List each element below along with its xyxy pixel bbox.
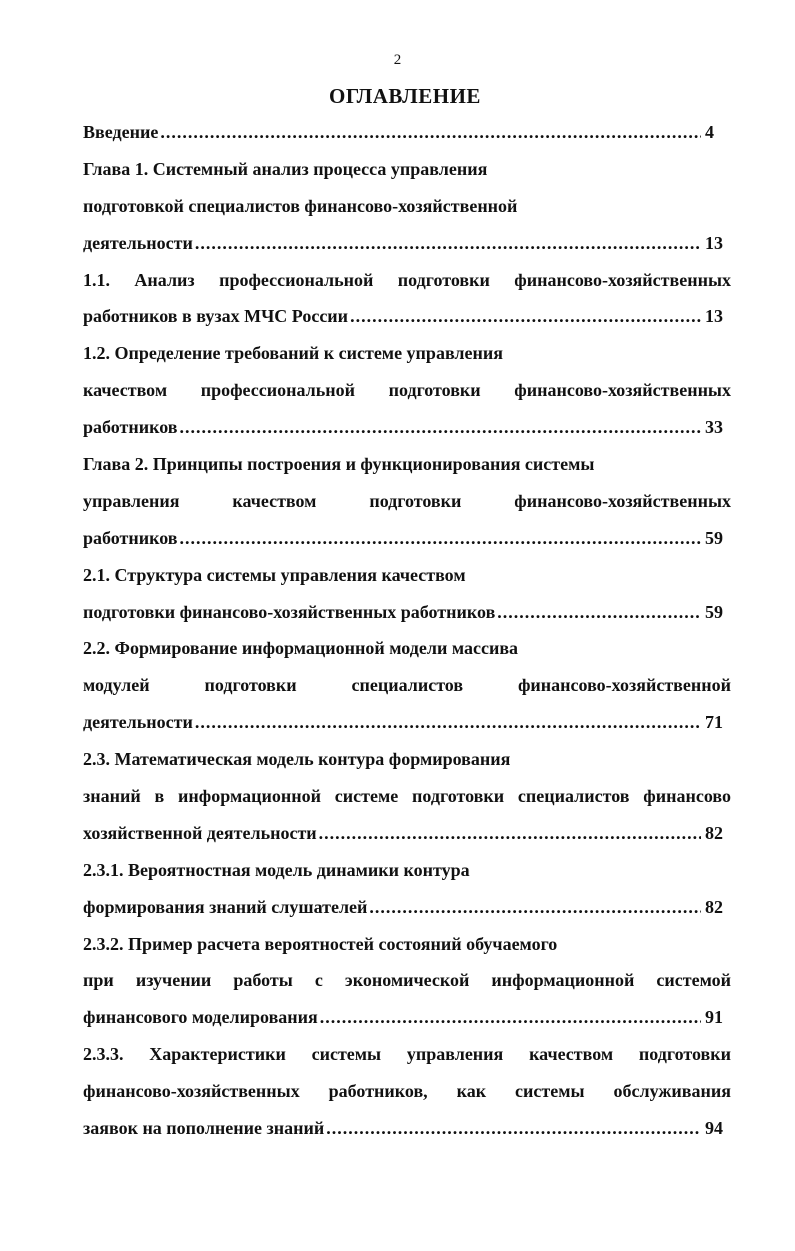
toc-entry-text: деятельности [83, 232, 193, 253]
toc-entry-text: формирования знаний слушателей [83, 896, 368, 917]
toc-entry-text: при изучении работы с экономической информационной системой [83, 970, 731, 991]
toc-entry [83, 409, 731, 446]
dot-leader [369, 889, 701, 926]
toc-entry [83, 298, 731, 335]
toc-entry [83, 999, 731, 1036]
toc-page-number: 59 [705, 527, 723, 548]
toc-entry-text: работников [83, 527, 178, 548]
toc-page-number: 71 [705, 712, 723, 733]
toc-entry-text: 2.3.1. Вероятностная модель динамики контура [83, 859, 470, 880]
toc-page-number: 4 [705, 122, 714, 142]
toc-entry-text: 1.1. Анализ профессиональной подготовки финансово-хозяйственных [83, 269, 731, 290]
toc-entry [83, 594, 731, 631]
toc-entry-text: финансового моделирования [83, 1007, 318, 1028]
toc-entry-text: заявок на пополнение знаний [83, 1118, 325, 1139]
toc-entry [83, 225, 731, 262]
dot-leader [195, 704, 701, 741]
toc-entry-text: подготовкой специалистов финансово-хозяйственной [83, 195, 518, 216]
toc-entry-text: работников в вузах МЧС России [83, 306, 349, 327]
toc-page-number: 82 [705, 822, 723, 843]
toc-entry [83, 889, 731, 926]
toc-page-number: 82 [705, 896, 723, 917]
toc-entry-text: подготовки финансово-хозяйственных работников [83, 601, 496, 622]
dot-leader [180, 520, 701, 557]
toc-entry [83, 704, 731, 741]
toc-entry-text: 2.2. Формирование информационной модели массива [83, 638, 519, 659]
page-title: ОГЛАВЛЕНИЕ [329, 84, 481, 108]
toc-page-number: 91 [705, 1007, 723, 1028]
dot-leader [497, 594, 701, 631]
toc-entry-text: работников [83, 417, 178, 438]
toc-entry-text: финансово-хозяйственных работников, как системы обслуживания [83, 1081, 731, 1102]
dot-leader [195, 225, 701, 262]
toc-entry-text: Введение [83, 122, 159, 142]
toc-entry-text: Глава 2. Принципы построения и функционирования системы [83, 454, 595, 475]
toc-entry-text: знаний в информационной системе подготовки специалистов финансово [83, 786, 731, 807]
toc-entry-text: 1.2. Определение требований к системе управления [83, 343, 503, 364]
toc-entry-text: хозяйственной деятельности [83, 822, 317, 843]
toc-entry-text: Глава 1. Системный анализ процесса управления [83, 158, 488, 179]
dot-leader [320, 999, 701, 1036]
toc-page-number: 33 [705, 417, 723, 438]
table-of-contents [83, 114, 731, 1147]
toc-entry-text: 2.3.2. Пример расчета вероятностей состояний обучаемого [83, 933, 558, 954]
toc-entry-text: управления качеством подготовки финансово-хозяйственных [83, 490, 731, 511]
toc-page-number: 59 [705, 601, 723, 622]
toc-page-number: 94 [705, 1118, 723, 1139]
toc-entry [83, 114, 731, 151]
dot-leader [319, 815, 701, 852]
toc-entry-text: 2.1. Структура системы управления качеством [83, 564, 466, 585]
dot-leader [160, 114, 701, 151]
toc-entry [83, 815, 731, 852]
toc-entry-text: качеством профессиональной подготовки финансово-хозяйственных [83, 380, 731, 401]
page-number: 2 [393, 52, 402, 68]
toc-page-number: 13 [705, 232, 723, 253]
toc-entry-text: 2.3.3. Характеристики системы управления качеством подготовки [83, 1044, 731, 1065]
dot-leader [180, 409, 701, 446]
toc-entry-text: 2.3. Математическая модель контура формирования [83, 749, 511, 770]
toc-entry-text: деятельности [83, 712, 193, 733]
toc-entry [83, 520, 731, 557]
toc-entry [83, 1110, 731, 1147]
toc-page-number: 13 [705, 306, 723, 327]
dot-leader [326, 1110, 701, 1147]
dot-leader [350, 298, 701, 335]
toc-entry-text: модулей подготовки специалистов финансово-хозяйственной [83, 675, 731, 696]
